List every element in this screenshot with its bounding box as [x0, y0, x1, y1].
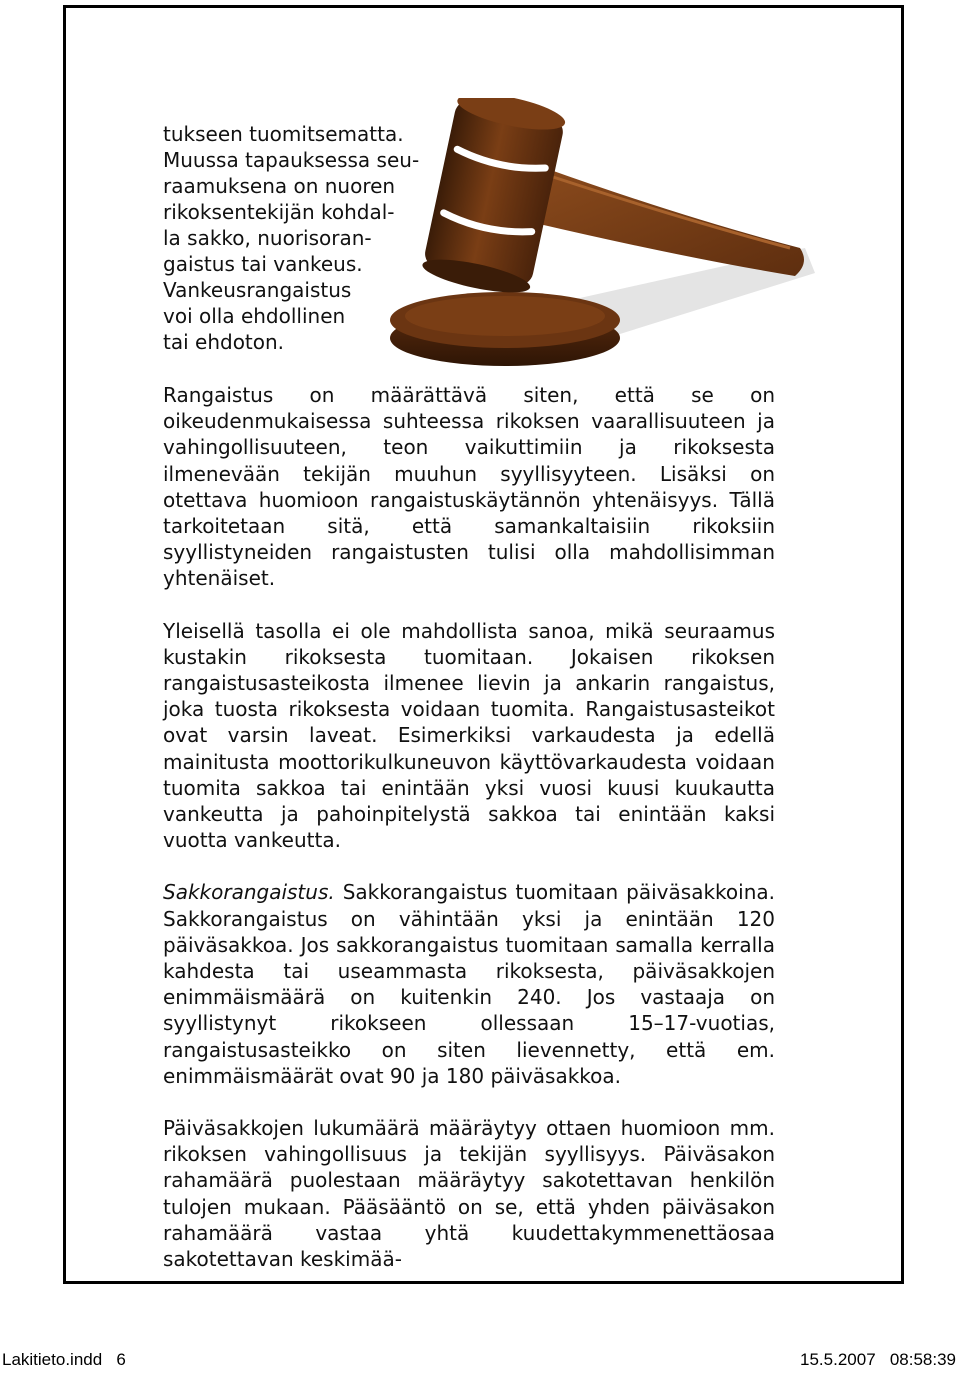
paragraph-asteikot: Yleisellä tasolla ei ole mahdollista sanoa, mikä seuraamus kustakin rikoksesta tuomitaan. Jokaisen rikoksen rangaistusasteikosta ilmenee lievin ja ankarin rangaistus, joka tuosta rikoksesta voidaan tuomita. Rangaistusasteikot ovat varsin laveat. Esimerkiksi varkaudesta ja edellä mainitusta moottorikulkuneuvon käyttövarkaudesta voidaan tuomita sakkoa tai enintään yksi vuosi kuusi kuukautta vankeutta ja pahoinpitelystä sakkoa tai enintään kaksi vuotta vankeutta. [163, 618, 775, 853]
intro-line: tukseen tuomitsematta. [163, 122, 404, 146]
print-footer [0, 1350, 960, 1374]
body-text [163, 382, 775, 1298]
paragraph-rangaistus: Rangaistus on määrättävä siten, että se on oikeudenmukaisessa suhteessa rikoksen vaarallisuuteen ja vahingollisuuteen, teon vaikuttimiin ja rikoksesta ilmenevään tekijän muuhun syyllisyyteen. Lisäksi on otettava huomioon rangaistuskäytännön yhtenäisyys. Tällä tarkoitetaan sitä, että samankaltaisiin rikoksiin syyllistyneiden rangaistusten tulisi olla mahdollisimman yhtenäiset. [163, 383, 775, 591]
paragraph-sakkorangaistus [163, 879, 775, 1089]
footer-timestamp: 15.5.2007 08:58:39 [800, 1350, 956, 1369]
intro-line: tai ehdoton. [163, 330, 285, 354]
sakko-heading: Sakkorangaistus. [163, 880, 335, 905]
intro-line: Vankeusrangaistus [163, 278, 352, 302]
footer-file: Lakitieto.indd 6 [2, 1350, 126, 1369]
intro-line: raamuksena on nuoren [163, 174, 396, 198]
intro-line: la sakko, nuorisoran- [163, 226, 372, 250]
intro-line: voi olla ehdollinen [163, 304, 346, 328]
paragraph-paivasakot: Päiväsakkojen lukumäärä määräytyy ottaen huomioon mm. rikoksen vahingollisuus ja tekijän syyllisyys. Päiväsakon rahamäärä puolestaan määräytyy sakotettavan henkilön tulojen mukaan. Pääsääntö on se, että yhden päiväsakon rahamäärä vastaa yhtä kuudettakymmenettäosaa sakotettavan keskimää- [163, 1116, 775, 1272]
intro-line: rikoksentekijän kohdal- [163, 200, 395, 224]
intro-line: Muussa tapauksessa seu- [163, 148, 420, 172]
gavel-icon [385, 98, 825, 378]
intro-text [163, 121, 425, 355]
sakko-text: Sakkorangaistus tuomitaan päiväsakkoina. Sakkorangaistus on vähintään yksi ja enintään 120 päiväsakkoa. Jos sakkorangaistus tuomitaan samalla kerralla kahdesta tai useammasta rikoksesta, päiväsakkojen enimmäismäärä on kuitenkin 240. Jos vastaaja on syyllistynyt rikokseen ollessaan 15–17-vuotias, rangaistusasteikko on siten lievennetty, että em. enimmäismäärät ovat 90 ja 180 päiväsakkoa. [163, 880, 775, 1088]
intro-line: gaistus tai vankeus. [163, 252, 363, 276]
